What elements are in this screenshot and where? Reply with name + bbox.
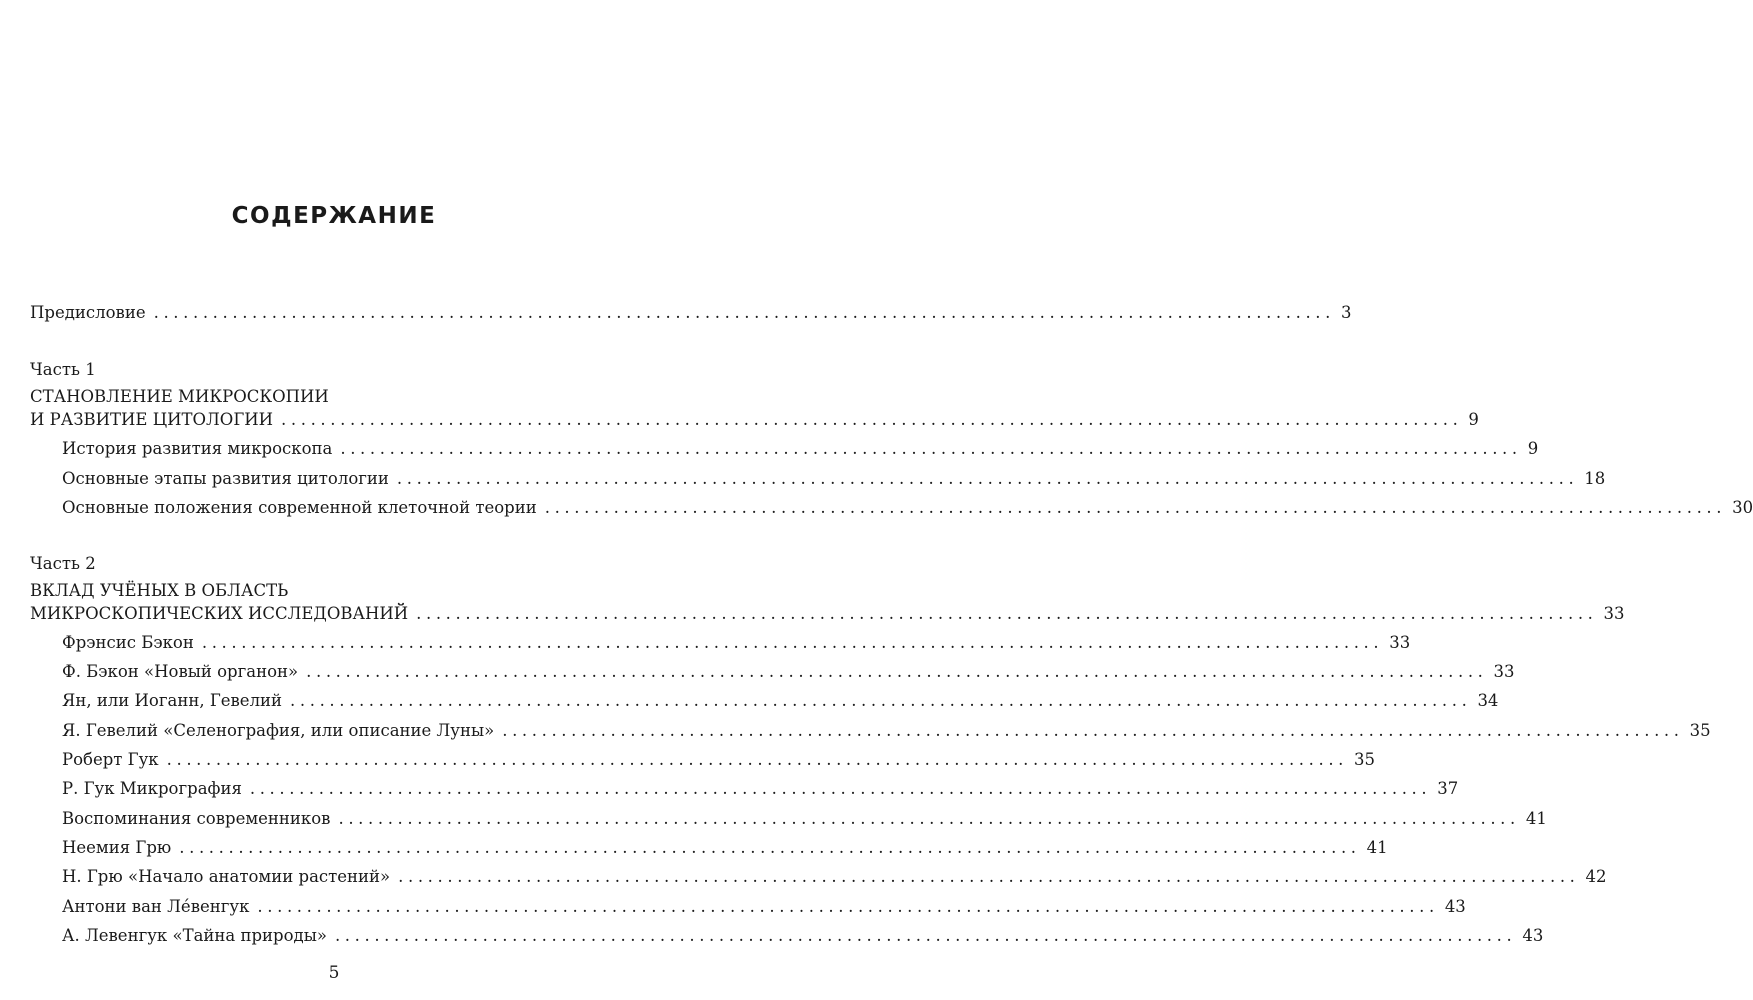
toc-entry[interactable] — [62, 866, 1607, 888]
toc-entry-label: Ян, или Иоганн, Гевелий — [62, 691, 283, 710]
toc-entry-page: 35 — [1689, 721, 1711, 740]
toc-entry[interactable] — [62, 438, 1539, 460]
toc-entry-page: 41 — [1366, 838, 1388, 857]
leader-dots: ........................................................................................................................ — [201, 633, 1384, 652]
toc-entry-label: А. Левенгук «Тайна природы» — [62, 926, 327, 945]
toc-entry-label: Роберт Гук — [62, 750, 159, 769]
leader-dots: ........................................................................................................................ — [416, 604, 1598, 623]
toc-entry-label: Р. Гук Микрография — [62, 779, 242, 798]
toc-entry-page: 9 — [1527, 439, 1539, 458]
leader-dots: ........................................................................................................................ — [502, 721, 1684, 740]
toc-entry-label: Н. Грю «Начало анатомии растений» — [62, 867, 391, 886]
toc-entry-label: Основные положения современной клеточной теории — [62, 498, 537, 517]
page-title: СОДЕРЖАНИЕ — [231, 203, 437, 229]
toc-entry-label: И РАЗВИТИЕ ЦИТОЛОГИИ — [30, 410, 274, 429]
toc-entry-page: 9 — [1468, 410, 1479, 429]
toc-entry-page: 43 — [1444, 897, 1466, 916]
leader-dots: ........................................................................................................................ — [544, 498, 1727, 517]
part-1-label: Часть 1 — [30, 360, 96, 379]
toc-entry[interactable] — [62, 690, 1499, 712]
page-number: 5 — [328, 963, 340, 983]
leader-dots: ........................................................................................................................ — [306, 662, 1488, 681]
part-2-label: Часть 2 — [30, 554, 96, 573]
toc-entry-label: Фрэнсис Бэкон — [62, 633, 194, 652]
toc-entry[interactable] — [62, 497, 1753, 519]
leader-dots: ........................................................................................................................ — [398, 867, 1580, 886]
toc-entry-label: Ф. Бэкон «Новый органон» — [62, 662, 299, 681]
toc-entry[interactable] — [62, 720, 1711, 742]
part-1-heading-line1: СТАНОВЛЕНИЕ МИКРОСКОПИИ — [30, 387, 329, 406]
leader-dots: ........................................................................................................................ — [153, 303, 1335, 322]
leader-dots: ........................................................................................................................ — [338, 809, 1520, 828]
toc-entry-label: Основные этапы развития цитологии — [62, 469, 389, 488]
toc-entry-label: МИКРОСКОПИЧЕСКИХ ИССЛЕДОВАНИЙ — [30, 604, 409, 623]
toc-entry-page: 41 — [1525, 809, 1547, 828]
leader-dots: ........................................................................................................................ — [334, 926, 1517, 945]
toc-entry-label: История развития микроскопа — [62, 439, 333, 458]
part-2-heading-line1: ВКЛАД УЧЁНЫХ В ОБЛАСТЬ — [30, 581, 289, 600]
leader-dots: ........................................................................................................................ — [249, 779, 1432, 798]
toc-entry-page: 43 — [1522, 926, 1544, 945]
toc-entry-page: 18 — [1584, 469, 1606, 488]
toc-entry-page: 37 — [1437, 779, 1459, 798]
leader-dots: ........................................................................................................................ — [281, 410, 1463, 429]
toc-entry-page: 33 — [1389, 633, 1411, 652]
toc-entry[interactable] — [62, 808, 1547, 830]
toc-entry-label: Предисловие — [30, 303, 146, 322]
toc-entry[interactable] — [62, 778, 1459, 800]
toc-entry-page: 34 — [1477, 691, 1499, 710]
leader-dots: ........................................................................................................................ — [396, 469, 1579, 488]
toc-entry-part-2[interactable] — [30, 603, 1625, 625]
toc-entry-label: Я. Гевелий «Селенография, или описание Луны» — [62, 721, 495, 740]
toc-entry-page: 33 — [1603, 604, 1625, 623]
toc-entry-label: Антони ван Ле́венгук — [62, 897, 250, 916]
toc-entry-preface[interactable] — [30, 302, 1352, 324]
toc-entry[interactable] — [62, 837, 1388, 859]
toc-entry-page: 30 — [1732, 498, 1753, 517]
toc-entry[interactable] — [62, 749, 1376, 771]
toc-entry-page: 3 — [1340, 303, 1352, 322]
toc-entry-page: 35 — [1354, 750, 1376, 769]
leader-dots: ........................................................................................................................ — [179, 838, 1361, 857]
toc-entry-page: 33 — [1493, 662, 1515, 681]
leader-dots: ........................................................................................................................ — [290, 691, 1472, 710]
toc-entry[interactable] — [62, 468, 1606, 490]
toc-entry-page: 42 — [1585, 867, 1607, 886]
toc-entry[interactable] — [62, 632, 1411, 654]
toc-entry-label: Воспоминания современников — [62, 809, 331, 828]
leader-dots: ........................................................................................................................ — [257, 897, 1439, 916]
toc-entry[interactable] — [62, 896, 1466, 918]
toc-entry[interactable] — [62, 925, 1544, 947]
leader-dots: ........................................................................................................................ — [166, 750, 1349, 769]
toc-entry[interactable] — [62, 661, 1515, 683]
toc-entry-part-1[interactable] — [30, 409, 1479, 431]
toc-entry-label: Неемия Грю — [62, 838, 172, 857]
leader-dots: ........................................................................................................................ — [340, 439, 1522, 458]
